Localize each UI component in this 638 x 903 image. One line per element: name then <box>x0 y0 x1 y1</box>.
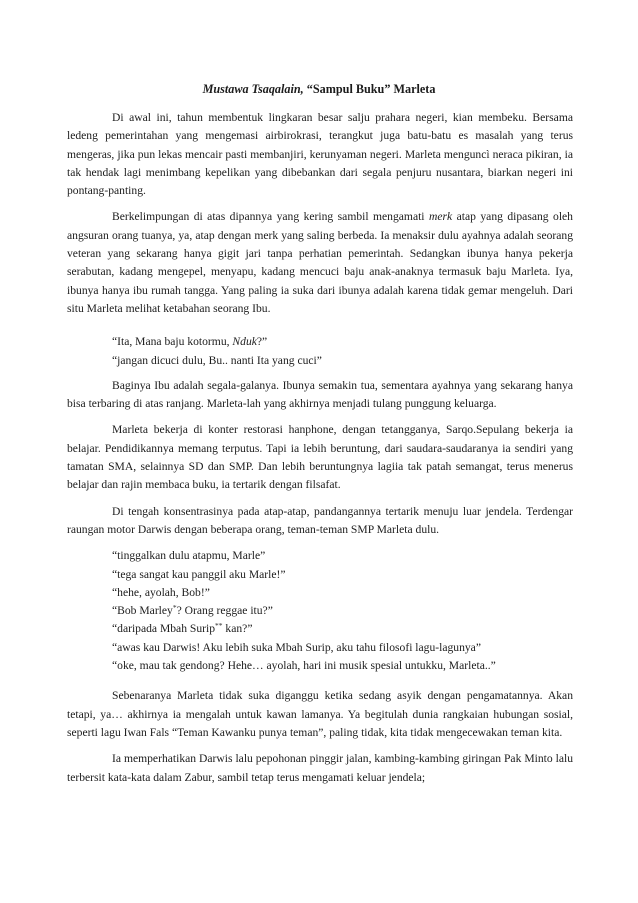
dialogue-line-9: “oke, mau tak gendong? Hehe… ayolah, hari ini musik spesial untukku, Marleta..” <box>112 659 496 673</box>
paragraph-1: Di awal ini, tahun membentuk lingkaran besar salju prahara negeri, kian membeku. Bersama ledeng pemerintahan yang mengemasi airbirokrasi, terangkut juga batu-batu es masalah yang terus mengeras, jika pun lekas mencair pasti membanjiri, kerunyaman negeri. Marleta menguncì neraca pikiran, ia tak hendak lagi menimbang kepelikan yang dibebankan dari segala penjuru nusantara, biarkan negeri ini pontang-panting. <box>67 111 573 198</box>
paragraph-3: Baginya Ibu adalah segala-galanya. Ibunya semakin tua, sementara ayahnya yang sekarang hanya bisa terbaring di atas ranjang. Marleta-lah yang akhirnya menjadi tulang punggung keluarga. <box>67 378 573 411</box>
dialogue-6-text-a: “Bob Marley <box>112 604 173 618</box>
document-title <box>0 82 638 97</box>
paragraph-5: Di tengah konsentrasinya pada atap-atap, pandangannya tertarik menuju luar jendela. Terdengar raungan motor Darwis dengan beberapa orang, teman-teman SMP Marleta dulu. <box>67 504 573 536</box>
paragraph-2-text-a: Berkelimpungan di atas dipannya yang kering sambil mengamati <box>112 210 429 224</box>
dialogue-1-text-a: “Ita, Mana baju kotormu, <box>112 335 233 349</box>
footnote-marker-2: ** <box>215 621 223 631</box>
dialogue-7-text-a: “daripada Mbah Surip <box>112 622 216 636</box>
dialogue-line-2: “jangan dicuci dulu, Bu.. nanti Ita yang cuci” <box>112 353 322 367</box>
footnote-marker-1: * <box>172 603 177 613</box>
dialogue-line-3: “tinggalkan dulu atapmu, Marle” <box>112 549 266 563</box>
dialogue-line-5: “hehe, ayolah, Bob!” <box>112 585 210 599</box>
dialogue-line-1 <box>67 333 573 351</box>
document-body <box>67 109 573 795</box>
dialogue-line-8: “awas kau Darwis! Aku lebih suka Mbah Surip, aku tahu filosofi lagu-lagunya” <box>112 640 481 654</box>
paragraph-2-italic-word: merk <box>428 210 453 224</box>
dialogue-6-text-b: ? Orang reggae itu?” <box>176 604 273 618</box>
author-name: Mustawa Tsaqalain, <box>202 82 304 96</box>
paragraph-4: Marleta bekerja di konter restorasi hanphone, dengan tetangganya, Sarqo.Sepulang bekerja ia belajar. Pendidikannya memang terputus. Tapi ia lebih beruntung, dari saudara-saudaranya ia sendiri yang tamatan SMA, selainnya SD dan SMP. Dan lebih beruntungnya lagiia tak patah semangat, terus menerus belajar dan rajin membaca buku, ia tertarik dengan filsafat. <box>67 423 573 492</box>
paragraph-2-text-b: atap yang dipasang oleh angsuran orang tuanya, ya, atap dengan merk yang saling berbeda. Ia menaksir dulu ayahnya adalah seorang veteran yang sekarang hanya gigit jari tanpa perhatian pemerintah. Sedangkan ibunya hanya pekerja serabutan, kadang mengepel, menyapu, kadang mencuci baju anak-anaknya termasuk baju Marleta. Iya, ibunya hanya ibu rumah tangga. Yang paling ia suka dari ibunya adalah karena tidak gemar mengeluh. Dari situ Marleta melihat ketabahan seorang Ibu. <box>67 210 573 315</box>
dialogue-1-text-b: ?” <box>256 335 268 349</box>
dialogue-line-6 <box>67 602 573 620</box>
dialogue-7-text-b: kan?” <box>222 622 253 636</box>
paragraph-2 <box>67 208 573 318</box>
dialogue-line-7 <box>67 620 573 638</box>
dialogue-line-4: “tega sangat kau panggil aku Marle!” <box>112 567 286 581</box>
paragraph-6: Sebenaranya Marleta tidak suka diganggu ketika sedang asyik dengan pengamatannya. Akan tetapi, ya… akhirnya ia mengalah untuk kawan lamanya. Ya begitulah dunia rangkaian hubungan sosial, seperti lagu Iwan Fals “Teman Kawanku punya teman”, paling tidak, kita tidak mengecewakan teman kita. <box>67 689 573 739</box>
paragraph-7: Ia memperhatikan Darwis lalu pepohonan pinggir jalan, kambing-kambing giringan Pak Minto lalu terbersit kata-kata dalam Zabur, sambil tetap terus mengamati keluar jendela; <box>67 752 573 784</box>
title-text: “Sampul Buku” Marleta <box>303 82 436 96</box>
dialogue-1-italic-word: Nduk <box>232 335 257 349</box>
